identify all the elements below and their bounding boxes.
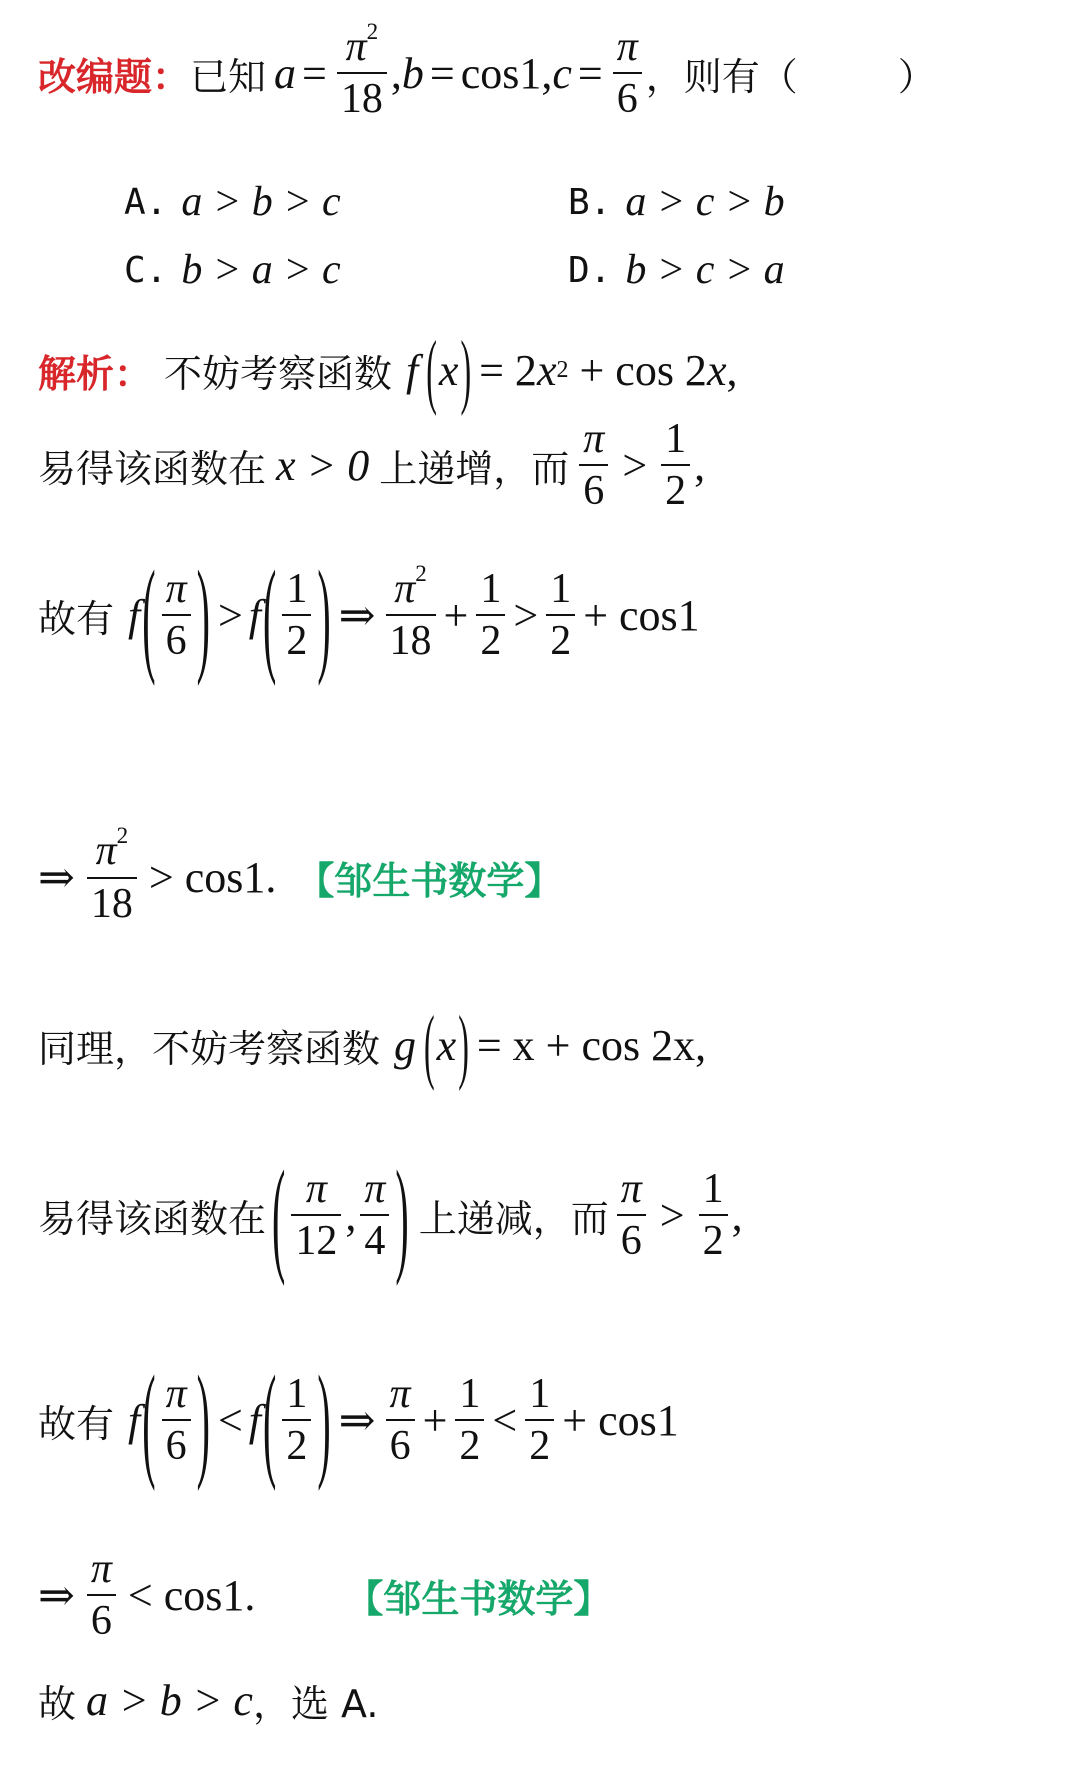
brand-tag-1-text: 【邹生书数学】 bbox=[296, 859, 563, 903]
sol1-rparen: ) bbox=[460, 321, 472, 416]
sol3-frac4-den: 2 bbox=[480, 618, 502, 664]
sol3-text: 故有 bbox=[38, 596, 115, 641]
sol7-rp2: ) bbox=[317, 1348, 331, 1492]
sol7-frac5 bbox=[525, 1372, 554, 1468]
sol6-text: 易得该函数在 bbox=[38, 1196, 267, 1241]
sol3-frac5 bbox=[546, 567, 575, 663]
sol6-f2-den: 2 bbox=[702, 1218, 724, 1264]
sol3-gt2: > bbox=[513, 590, 539, 640]
sol4-frac-sup: 2 bbox=[116, 822, 129, 849]
sol6-f1-num: π bbox=[620, 1165, 642, 1212]
sol6-i2 bbox=[360, 1167, 389, 1263]
sol7-frac4-num: 1 bbox=[459, 1370, 481, 1417]
sol7-frac5-num: 1 bbox=[529, 1370, 551, 1417]
sol3-frac3-num: π bbox=[394, 565, 416, 612]
comma-2: , bbox=[541, 48, 553, 98]
sol3-frac1-den: 6 bbox=[165, 618, 187, 664]
solution-line-2 bbox=[38, 410, 705, 520]
sol2-text2: 上递增，而 bbox=[379, 446, 570, 491]
var-a: a bbox=[274, 48, 297, 98]
sol1-text: 不妨考察函数 bbox=[164, 351, 393, 396]
var-c: c bbox=[552, 48, 572, 98]
sol5-rhs: = x + cos 2x, bbox=[476, 1020, 707, 1070]
sol2-frac1-num: π bbox=[583, 415, 605, 462]
sol6-end: , bbox=[731, 1190, 743, 1240]
solution-line-6 bbox=[38, 1143, 743, 1287]
sol4-frac-num: π bbox=[95, 828, 117, 875]
sol7-lp1: ( bbox=[142, 1348, 156, 1492]
option-a[interactable] bbox=[124, 178, 341, 226]
solution-line-9 bbox=[38, 1670, 378, 1730]
sol8-frac bbox=[87, 1547, 116, 1643]
sol6-f1-den: 6 bbox=[620, 1218, 642, 1264]
sol3-frac5-den: 2 bbox=[550, 618, 572, 664]
sol7-frac3-den: 6 bbox=[389, 1423, 411, 1469]
sol4-frac bbox=[87, 822, 137, 927]
option-d-expr: b > c > a bbox=[625, 247, 785, 293]
sol8-implies: ⇒ bbox=[38, 1570, 75, 1620]
eq-sign-a: = bbox=[302, 48, 327, 98]
sol1-rhs-b: + cos 2 bbox=[568, 345, 707, 395]
sol6-i2-num: π bbox=[364, 1165, 386, 1212]
sol3-f1: f bbox=[128, 590, 141, 640]
sol9-math: a > b > c bbox=[86, 1675, 253, 1725]
problem-stem-suffix: ，则有（ bbox=[645, 54, 798, 99]
option-c-label: C. bbox=[124, 249, 168, 291]
brand-tag-2 bbox=[345, 1568, 611, 1623]
sol7-frac4-den: 2 bbox=[459, 1423, 481, 1469]
solution-line-8 bbox=[38, 1540, 611, 1650]
sol1-rhs-a: = 2 bbox=[479, 345, 537, 395]
sol7-frac2-num: 1 bbox=[286, 1370, 308, 1417]
sol9-text2: ，选 A. bbox=[252, 1681, 379, 1726]
sol6-f1 bbox=[617, 1167, 646, 1263]
sol6-comma: , bbox=[345, 1190, 357, 1240]
sol3-tail: + cos1 bbox=[583, 590, 700, 640]
option-a-label: A. bbox=[124, 181, 168, 223]
comma-1: , bbox=[390, 48, 402, 98]
option-c-expr: b > a > c bbox=[181, 247, 341, 293]
sol5-text: 同理，不妨考察函数 bbox=[38, 1026, 381, 1071]
eq-sign-c: = bbox=[577, 48, 603, 98]
sol7-implies: ⇒ bbox=[338, 1395, 376, 1445]
sol6-i1-num: π bbox=[305, 1165, 327, 1212]
problem-stem-prefix: 已知 bbox=[190, 54, 267, 99]
sol3-frac2-num: 1 bbox=[286, 565, 308, 612]
sol2-end: , bbox=[694, 440, 706, 490]
sol6-i1 bbox=[291, 1167, 341, 1263]
sol3-frac3-sup: 2 bbox=[415, 560, 427, 587]
option-b[interactable] bbox=[568, 178, 785, 226]
sol2-frac1 bbox=[579, 417, 608, 513]
option-b-expr: a > c > b bbox=[625, 179, 785, 225]
sol4-tail: > cos1. bbox=[148, 853, 277, 902]
solution-line-5 bbox=[38, 996, 707, 1091]
sol4-implies: ⇒ bbox=[38, 853, 75, 902]
sol7-lt2: < bbox=[492, 1395, 518, 1445]
sol3-frac1-num: π bbox=[165, 565, 187, 612]
sol7-text: 故有 bbox=[38, 1401, 115, 1446]
sol7-frac4 bbox=[455, 1372, 484, 1468]
sol8-frac-den: 6 bbox=[90, 1598, 112, 1644]
solution-line-3 bbox=[38, 543, 700, 687]
sol3-lp1: ( bbox=[142, 543, 156, 687]
frac-c bbox=[613, 25, 642, 121]
sol8-frac-num: π bbox=[90, 1545, 112, 1592]
frac-a bbox=[337, 18, 387, 122]
sol7-frac5-den: 2 bbox=[529, 1423, 551, 1469]
sol5-g: g bbox=[394, 1020, 417, 1070]
problem-stem-close: ） bbox=[897, 54, 936, 99]
sol1-rhs-c: x bbox=[706, 345, 727, 395]
frac-a-den: 18 bbox=[340, 76, 383, 122]
sol7-frac1 bbox=[162, 1372, 191, 1468]
sol5-x: x bbox=[436, 1020, 457, 1070]
sol5-rparen: ) bbox=[458, 996, 469, 1091]
sol3-frac3 bbox=[386, 560, 436, 664]
sol2-frac2-num: 1 bbox=[665, 415, 687, 462]
sol6-f2-num: 1 bbox=[702, 1165, 724, 1212]
sol9-text1: 故 bbox=[38, 1681, 77, 1726]
sol6-f2 bbox=[699, 1167, 728, 1263]
sol3-frac5-num: 1 bbox=[550, 565, 572, 612]
sol7-frac2 bbox=[282, 1372, 311, 1468]
sol6-i1-den: 12 bbox=[295, 1218, 338, 1264]
frac-c-den: 6 bbox=[616, 76, 638, 122]
option-b-label: B. bbox=[568, 181, 612, 223]
sol1-x: x bbox=[438, 345, 459, 395]
sol3-f2: f bbox=[248, 590, 262, 640]
sol5-lparen: ( bbox=[424, 996, 435, 1091]
sol7-f2: f bbox=[248, 1395, 262, 1445]
option-d-label: D. bbox=[568, 249, 612, 291]
sol3-plus: + bbox=[443, 590, 469, 640]
sol7-frac2-den: 2 bbox=[286, 1423, 308, 1469]
sol3-rp2: ) bbox=[317, 543, 331, 687]
frac-a-num: π bbox=[345, 23, 367, 70]
sol7-frac3-num: π bbox=[389, 1370, 411, 1417]
sol2-frac1-den: 6 bbox=[583, 468, 605, 514]
sol3-frac2 bbox=[282, 567, 311, 663]
sol3-rp1: ) bbox=[196, 543, 210, 687]
sol3-frac4-num: 1 bbox=[480, 565, 502, 612]
option-a-expr: a > b > c bbox=[181, 179, 341, 225]
solution-line-1: 解析： 不妨考察函数 f ( x ) = 2 x 2 + cos 2 x , bbox=[38, 335, 737, 405]
sol3-gt: > bbox=[217, 590, 243, 640]
sol4-frac-den: 18 bbox=[90, 880, 133, 927]
brand-tag-1 bbox=[296, 850, 562, 905]
problem-line bbox=[38, 18, 936, 128]
solution-line-7 bbox=[38, 1348, 679, 1492]
sol3-frac4 bbox=[476, 567, 505, 663]
sol6-gt: > bbox=[659, 1190, 685, 1240]
solution-label: 解析： bbox=[38, 351, 153, 396]
sol7-lt: < bbox=[217, 1395, 243, 1445]
sol3-frac2-den: 2 bbox=[286, 618, 308, 664]
sol2-math: x > 0 bbox=[276, 440, 370, 490]
sol7-tail: + cos1 bbox=[562, 1395, 679, 1445]
sol2-frac2-den: 2 bbox=[665, 468, 687, 514]
sol7-f1: f bbox=[128, 1395, 141, 1445]
sol2-text: 易得该函数在 bbox=[38, 446, 267, 491]
sol7-frac1-num: π bbox=[165, 1370, 187, 1417]
sol6-lp: ( bbox=[272, 1143, 286, 1287]
sol1-rhs-x: x bbox=[536, 345, 557, 395]
frac-a-sup: 2 bbox=[366, 18, 379, 45]
sol6-i2-den: 4 bbox=[364, 1218, 386, 1264]
brand-tag-2-text: 【邹生书数学】 bbox=[345, 1576, 612, 1621]
option-c[interactable] bbox=[124, 246, 341, 294]
frac-c-num: π bbox=[616, 23, 638, 70]
sol1-lparen: ( bbox=[426, 321, 437, 416]
option-d[interactable] bbox=[568, 246, 785, 294]
sol7-rp1: ) bbox=[196, 1348, 210, 1492]
eq-sign-b: = bbox=[429, 48, 455, 98]
sol3-frac3-den: 18 bbox=[389, 618, 432, 664]
sol7-frac1-den: 6 bbox=[165, 1423, 187, 1469]
sol3-frac1 bbox=[162, 567, 191, 663]
sol2-gt: > bbox=[622, 440, 648, 490]
b-value: cos1 bbox=[460, 48, 542, 98]
sol7-lp2: ( bbox=[263, 1348, 277, 1492]
sol8-tail: < cos1. bbox=[127, 1570, 256, 1620]
sol1-f: f bbox=[406, 345, 419, 395]
solution-line-4 bbox=[38, 820, 562, 935]
sol6-rp: ) bbox=[395, 1143, 409, 1287]
sol2-frac2 bbox=[661, 417, 690, 513]
var-b: b bbox=[401, 48, 424, 98]
sol3-lp2: ( bbox=[263, 543, 277, 687]
sol3-implies: ⇒ bbox=[338, 590, 376, 640]
problem-label: 改编题： bbox=[38, 54, 191, 99]
sol7-frac3 bbox=[386, 1372, 415, 1468]
sol6-text2: 上递减，而 bbox=[418, 1196, 609, 1241]
sol1-end: , bbox=[726, 345, 738, 395]
sol7-plus: + bbox=[422, 1395, 448, 1445]
